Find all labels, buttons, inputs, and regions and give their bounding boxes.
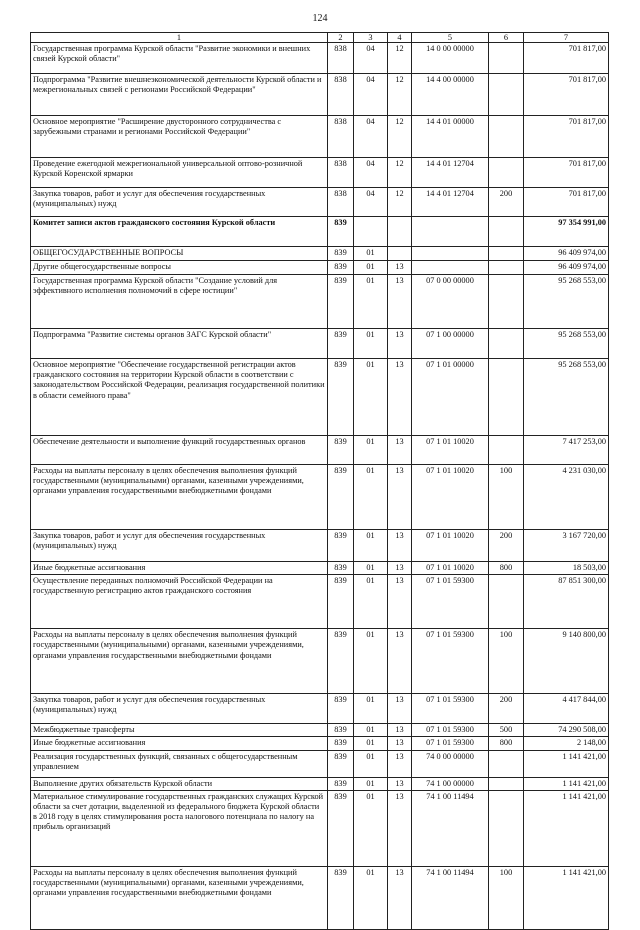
- row-c7-cell: 2 148,00: [524, 737, 609, 750]
- row-c7-cell: 97 354 991,00: [524, 217, 609, 247]
- row-c2-cell: 839: [328, 275, 354, 329]
- table-row: [31, 261, 609, 275]
- row-c2-cell: 839: [328, 562, 354, 575]
- table-row: [31, 188, 609, 217]
- column-header: 7: [524, 33, 609, 43]
- table-row: [31, 158, 609, 188]
- row-c4-cell: 13: [388, 275, 412, 329]
- row-c4-cell: 13: [388, 329, 412, 359]
- row-c3-cell: 04: [354, 158, 388, 188]
- row-c5-cell: 07 1 01 10020: [412, 465, 489, 530]
- row-c7-cell: 4 231 030,00: [524, 465, 609, 530]
- table-row: [31, 530, 609, 562]
- table-row: [31, 629, 609, 694]
- row-c2-cell: 839: [328, 261, 354, 275]
- row-c4-cell: 13: [388, 359, 412, 436]
- row-c6-cell: [489, 217, 524, 247]
- table-row: [31, 737, 609, 750]
- row-c2-cell: 839: [328, 777, 354, 790]
- row-name-cell: Основное мероприятие "Расширение двусторонного сотрудничества с зарубежными странами и регионами Российской Федерации": [31, 116, 328, 158]
- row-c3-cell: 04: [354, 43, 388, 74]
- row-c2-cell: 839: [328, 694, 354, 724]
- row-c3-cell: 01: [354, 530, 388, 562]
- row-c2-cell: 839: [328, 465, 354, 530]
- row-c7-cell: 7 417 253,00: [524, 436, 609, 465]
- table-row: [31, 436, 609, 465]
- row-name-cell: Иные бюджетные ассигнования: [31, 737, 328, 750]
- row-c2-cell: 839: [328, 359, 354, 436]
- row-c7-cell: 701 817,00: [524, 158, 609, 188]
- row-c6-cell: 200: [489, 188, 524, 217]
- row-c7-cell: 9 140 800,00: [524, 629, 609, 694]
- row-c3-cell: 04: [354, 188, 388, 217]
- column-number-row: [31, 33, 609, 43]
- row-c3-cell: 01: [354, 724, 388, 737]
- row-c6-cell: 800: [489, 737, 524, 750]
- row-c2-cell: 839: [328, 866, 354, 929]
- table-row: [31, 329, 609, 359]
- row-c7-cell: 1 141 421,00: [524, 777, 609, 790]
- table-row: [31, 866, 609, 929]
- row-c3-cell: 01: [354, 247, 388, 261]
- column-header: 1: [31, 33, 328, 43]
- row-c4-cell: 12: [388, 158, 412, 188]
- budget-table: [30, 32, 609, 930]
- row-c5-cell: 74 1 00 11494: [412, 790, 489, 866]
- row-c4-cell: 13: [388, 777, 412, 790]
- row-c4-cell: 12: [388, 74, 412, 116]
- row-c3-cell: 01: [354, 694, 388, 724]
- row-c3-cell: 01: [354, 777, 388, 790]
- table-row: [31, 217, 609, 247]
- row-c7-cell: 18 503,00: [524, 562, 609, 575]
- row-name-cell: Межбюджетные трансферты: [31, 724, 328, 737]
- row-c7-cell: 96 409 974,00: [524, 247, 609, 261]
- row-c2-cell: 839: [328, 629, 354, 694]
- row-c5-cell: 07 1 01 00000: [412, 359, 489, 436]
- row-name-cell: ОБЩЕГОСУДАРСТВЕННЫЕ ВОПРОСЫ: [31, 247, 328, 261]
- row-c5-cell: 14 0 00 00000: [412, 43, 489, 74]
- row-c3-cell: 01: [354, 436, 388, 465]
- page-number: 124: [312, 13, 328, 24]
- row-c6-cell: [489, 575, 524, 629]
- row-name-cell: Иные бюджетные ассигнования: [31, 562, 328, 575]
- row-name-cell: Осуществление переданных полномочий Российской Федерации на государственную регистрацию актов гражданского состояния: [31, 575, 328, 629]
- row-c6-cell: 200: [489, 530, 524, 562]
- row-c5-cell: 74 1 00 11494: [412, 866, 489, 929]
- row-c6-cell: [489, 74, 524, 116]
- row-c4-cell: 12: [388, 188, 412, 217]
- row-name-cell: Закупка товаров, работ и услуг для обеспечения государственных (муниципальных) нужд: [31, 530, 328, 562]
- row-c5-cell: 14 4 01 12704: [412, 158, 489, 188]
- row-c3-cell: 01: [354, 629, 388, 694]
- row-c3-cell: 01: [354, 359, 388, 436]
- row-c4-cell: 13: [388, 724, 412, 737]
- row-name-cell: Другие общегосударственные вопросы: [31, 261, 328, 275]
- row-c6-cell: 100: [489, 629, 524, 694]
- row-name-cell: Государственная программа Курской области "Развитие экономики и внешних связей Курской области": [31, 43, 328, 74]
- table-row: [31, 275, 609, 329]
- row-c2-cell: 839: [328, 436, 354, 465]
- table-row: [31, 777, 609, 790]
- table-row: [31, 74, 609, 116]
- row-c6-cell: 800: [489, 562, 524, 575]
- row-c7-cell: 74 290 508,00: [524, 724, 609, 737]
- row-c6-cell: [489, 43, 524, 74]
- row-c2-cell: 839: [328, 530, 354, 562]
- row-c5-cell: 74 1 00 00000: [412, 777, 489, 790]
- row-name-cell: Основное мероприятие "Обеспечение государственной регистрации актов гражданского состояния на территории Курской области в соответствии с законодательством Российской Федерации, реализация государственной политики в области семейного права": [31, 359, 328, 436]
- row-c4-cell: [388, 247, 412, 261]
- row-c2-cell: 839: [328, 724, 354, 737]
- row-c2-cell: 838: [328, 116, 354, 158]
- table-row: [31, 247, 609, 261]
- row-c3-cell: 01: [354, 575, 388, 629]
- row-c6-cell: [489, 436, 524, 465]
- row-name-cell: Реализация государственных функций, связанных с общегосударственным управлением: [31, 750, 328, 777]
- row-c5-cell: [412, 261, 489, 275]
- row-c4-cell: 13: [388, 562, 412, 575]
- table-row: [31, 562, 609, 575]
- row-c7-cell: 87 851 300,00: [524, 575, 609, 629]
- column-header: 5: [412, 33, 489, 43]
- row-c2-cell: 838: [328, 188, 354, 217]
- row-c5-cell: 07 1 00 00000: [412, 329, 489, 359]
- row-c4-cell: 13: [388, 737, 412, 750]
- row-c7-cell: 1 141 421,00: [524, 790, 609, 866]
- row-c5-cell: 07 1 01 59300: [412, 629, 489, 694]
- row-c2-cell: 838: [328, 43, 354, 74]
- row-c5-cell: 07 0 00 00000: [412, 275, 489, 329]
- row-name-cell: Подпрограмма "Развитие внешнеэкономической деятельности Курской области и межрегиональных связей с регионами Российской Федерации": [31, 74, 328, 116]
- row-c3-cell: 01: [354, 465, 388, 530]
- row-name-cell: Выполнение других обязательств Курской области: [31, 777, 328, 790]
- row-name-cell: Закупка товаров, работ и услуг для обеспечения государственных (муниципальных) нужд: [31, 694, 328, 724]
- row-c6-cell: 100: [489, 465, 524, 530]
- column-header: 4: [388, 33, 412, 43]
- row-c4-cell: 13: [388, 750, 412, 777]
- row-c7-cell: 4 417 844,00: [524, 694, 609, 724]
- row-c2-cell: 839: [328, 575, 354, 629]
- table-row: [31, 43, 609, 74]
- row-name-cell: Проведение ежегодной межрегиональной универсальной оптово-розничной Курской Коренской ярмарки: [31, 158, 328, 188]
- row-name-cell: Подпрограмма "Развитие системы органов ЗАГС Курской области": [31, 329, 328, 359]
- row-c6-cell: 200: [489, 694, 524, 724]
- row-c4-cell: 13: [388, 530, 412, 562]
- row-c6-cell: [489, 275, 524, 329]
- row-name-cell: Расходы на выплаты персоналу в целях обеспечения выполнения функций государственными (муниципальными) органами, казенными учреждениями, органами управления государственными внебюджетными фондами: [31, 866, 328, 929]
- table-row: [31, 465, 609, 530]
- row-c3-cell: [354, 217, 388, 247]
- row-c4-cell: 13: [388, 694, 412, 724]
- row-c5-cell: 07 1 01 10020: [412, 530, 489, 562]
- row-c4-cell: 13: [388, 629, 412, 694]
- row-c5-cell: 07 1 01 59300: [412, 724, 489, 737]
- row-c4-cell: 13: [388, 575, 412, 629]
- row-c5-cell: 07 1 01 59300: [412, 737, 489, 750]
- row-c7-cell: 95 268 553,00: [524, 275, 609, 329]
- row-c7-cell: 701 817,00: [524, 74, 609, 116]
- row-c7-cell: 95 268 553,00: [524, 329, 609, 359]
- row-c3-cell: 01: [354, 866, 388, 929]
- row-c6-cell: [489, 116, 524, 158]
- row-c6-cell: 500: [489, 724, 524, 737]
- row-name-cell: Расходы на выплаты персоналу в целях обеспечения выполнения функций государственными (муниципальными) органами, казенными учреждениями, органами управления государственными внебюджетными фондами: [31, 465, 328, 530]
- row-c3-cell: 01: [354, 562, 388, 575]
- row-c7-cell: 1 141 421,00: [524, 866, 609, 929]
- row-c2-cell: 838: [328, 158, 354, 188]
- table-row: [31, 694, 609, 724]
- row-c6-cell: [489, 750, 524, 777]
- row-name-cell: Расходы на выплаты персоналу в целях обеспечения выполнения функций государственными (муниципальными) органами, казенными учреждениями, органами управления государственными внебюджетными фондами: [31, 629, 328, 694]
- column-header: 6: [489, 33, 524, 43]
- row-c2-cell: 838: [328, 74, 354, 116]
- row-c4-cell: 12: [388, 43, 412, 74]
- row-c7-cell: 1 141 421,00: [524, 750, 609, 777]
- row-c7-cell: 96 409 974,00: [524, 261, 609, 275]
- table-row: [31, 750, 609, 777]
- row-c5-cell: 74 0 00 00000: [412, 750, 489, 777]
- table-row: [31, 359, 609, 436]
- row-c5-cell: 07 1 01 59300: [412, 694, 489, 724]
- row-c5-cell: 07 1 01 10020: [412, 436, 489, 465]
- row-c4-cell: 12: [388, 116, 412, 158]
- row-c7-cell: 3 167 720,00: [524, 530, 609, 562]
- row-c4-cell: 13: [388, 790, 412, 866]
- row-c3-cell: 04: [354, 74, 388, 116]
- row-c7-cell: 701 817,00: [524, 116, 609, 158]
- row-c5-cell: 07 1 01 59300: [412, 575, 489, 629]
- row-c7-cell: 701 817,00: [524, 188, 609, 217]
- row-c6-cell: [489, 777, 524, 790]
- row-c6-cell: [489, 329, 524, 359]
- row-c5-cell: 14 4 00 00000: [412, 74, 489, 116]
- row-c6-cell: [489, 261, 524, 275]
- row-c6-cell: 100: [489, 866, 524, 929]
- row-name-cell: Закупка товаров, работ и услуг для обеспечения государственных (муниципальных) нужд: [31, 188, 328, 217]
- row-c7-cell: 95 268 553,00: [524, 359, 609, 436]
- row-c7-cell: 701 817,00: [524, 43, 609, 74]
- table-row: [31, 116, 609, 158]
- row-c5-cell: [412, 247, 489, 261]
- row-c3-cell: 01: [354, 275, 388, 329]
- row-c2-cell: 839: [328, 329, 354, 359]
- row-c6-cell: [489, 158, 524, 188]
- row-c5-cell: 14 4 01 00000: [412, 116, 489, 158]
- column-header: 2: [328, 33, 354, 43]
- row-c6-cell: [489, 790, 524, 866]
- row-c2-cell: 839: [328, 217, 354, 247]
- row-c6-cell: [489, 359, 524, 436]
- row-c3-cell: 01: [354, 790, 388, 866]
- row-c5-cell: 14 4 01 12704: [412, 188, 489, 217]
- row-name-cell: Государственная программа Курской области "Создание условий для эффективного исполнения полномочий в сфере юстиции": [31, 275, 328, 329]
- row-c4-cell: 13: [388, 436, 412, 465]
- row-c6-cell: [489, 247, 524, 261]
- table-row: [31, 575, 609, 629]
- row-name-cell: Комитет записи актов гражданского состояния Курской области: [31, 217, 328, 247]
- row-c5-cell: 07 1 01 10020: [412, 562, 489, 575]
- row-c2-cell: 839: [328, 737, 354, 750]
- row-c2-cell: 839: [328, 247, 354, 261]
- row-c3-cell: 01: [354, 737, 388, 750]
- row-c3-cell: 01: [354, 261, 388, 275]
- row-c3-cell: 01: [354, 750, 388, 777]
- row-name-cell: Материальное стимулирование государственных гражданских служащих Курской области за счет дотации, выделенной из федерального бюджета Курской области в 2018 году в целях стимулирования роста налогового потенциала по налогу на прибыль организаций: [31, 790, 328, 866]
- row-c3-cell: 01: [354, 329, 388, 359]
- row-c4-cell: 13: [388, 866, 412, 929]
- column-header: 3: [354, 33, 388, 43]
- row-c3-cell: 04: [354, 116, 388, 158]
- table-row: [31, 790, 609, 866]
- row-c4-cell: [388, 217, 412, 247]
- row-c2-cell: 839: [328, 750, 354, 777]
- row-c5-cell: [412, 217, 489, 247]
- row-c2-cell: 839: [328, 790, 354, 866]
- row-c4-cell: 13: [388, 261, 412, 275]
- row-c4-cell: 13: [388, 465, 412, 530]
- table-row: [31, 724, 609, 737]
- row-name-cell: Обеспечение деятельности и выполнение функций государственных органов: [31, 436, 328, 465]
